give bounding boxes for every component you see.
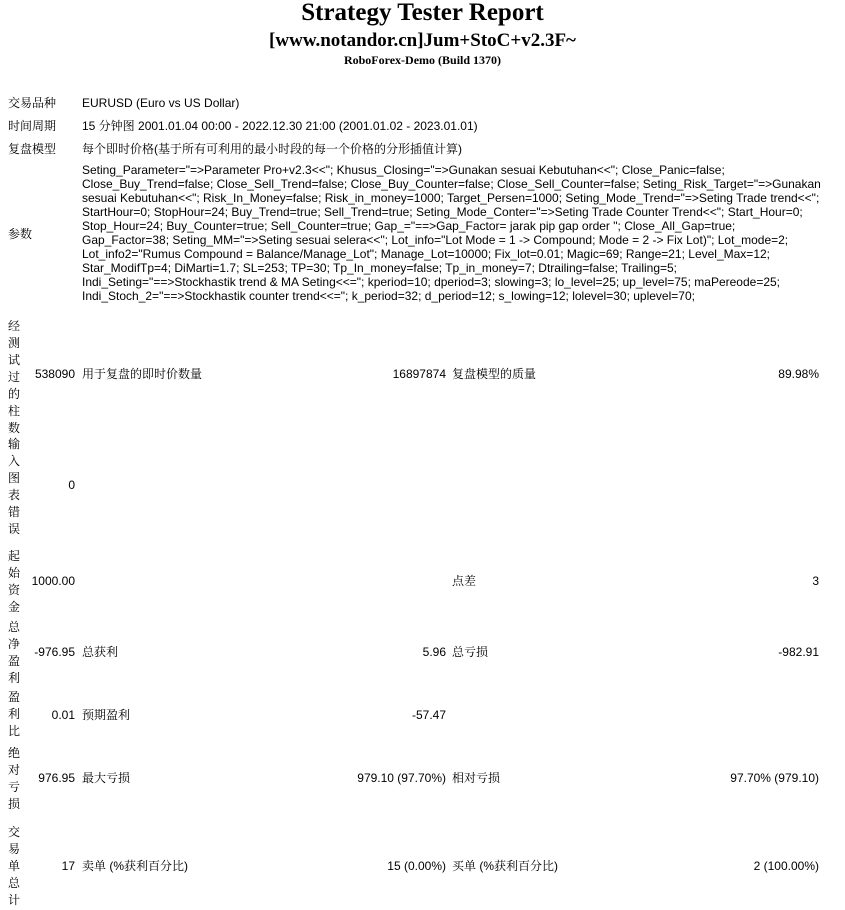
- absolute-drawdown-value: 976.95: [38, 771, 75, 785]
- errors-value: 0: [68, 478, 75, 492]
- short-positions-value: 15 (0.00%): [387, 859, 446, 873]
- period-value: 15 分钟图 2001.01.04 00:00 - 2022.12.30 21:00 (2001.01.02 - 2023.01.01): [82, 119, 478, 133]
- deposit-label: 起始资金: [8, 549, 21, 614]
- expected-payoff-value: -57.47: [411, 708, 446, 722]
- spread-label: 点差: [452, 574, 477, 588]
- quality-value: 89.98%: [778, 367, 819, 381]
- expert-name: [www.notandor.cn]Jum+StoC+v2.3F~: [269, 30, 576, 51]
- params-value: Seting_Parameter="=>Parameter Pro+v2.3<<"; Khusus_Closing="=>Gunakan sesuai Kebutuhan<<"; Close_Panic=false; Close_Buy_Trend=false; Close_Sell_Trend=false; Close_Buy_Counter=false; Close_Sell_Counter=false; Seting_Risk_Target="=>Gunakan sesuai Kebutuhan<<"; Risk_In_Money=false; Risk_in_money=1000; Target_Persen=1000; Seting_Mode_Trend="=>Seting Trade trend<<"; StartHour=0; StopHour=24; Buy_Trend=true; Sell_Trend=true; Seting_Mode_Conter="=>Seting Trade Counter Trend<<"; Start_Hour=0; Stop_Hour=24; Buy_Counter=true; Sell_Counter=true; Gap_="==>Gap_Factor= jarak pip gap order "; Close_All_Gap=true; Gap_Factor=38; Seting_MM="=>Seting sesuai selera<<"; Lot_info="Lot Mode = 1 -> Compound; Mode = 2 -> Fix Lot)"; Lot_mode=2; Lot_info2="Rumus Compound = Balance/Manage_Lot"; Manage_Lot=10000; Fix_lot=0.01; Magic=69; Range=21; Level_Max=12; Star_ModifTp=4; DiMarti=1.7; SL=253; TP=30; Tp_In_money=false; Tp_in_money=7; Dtrailing=false; Trailing=5; Indi_Seting="==>Stockhastik trend & MA Seting<<="; kperiod=10; dperiod=3; slowing=3; lo_level=25; up_level=75; maPereode=25; Indi_Stoch_2="==>Stockhastik counter trend<<="; k_period=32; d_period=12; s_lowing=12; lolevel=30; uplevel=70;: [82, 163, 821, 303]
- net-profit-value: -976.95: [34, 645, 75, 659]
- maximal-drawdown-label: 最大亏损: [82, 771, 131, 785]
- model-label: 复盘模型: [8, 142, 57, 156]
- gross-profit-label: 总获利: [82, 645, 119, 659]
- relative-drawdown-value: 97.70% (979.10): [730, 771, 819, 785]
- long-positions-label: 买单 (%获利百分比): [452, 859, 558, 873]
- relative-drawdown-label: 相对亏损: [452, 771, 501, 785]
- maximal-drawdown-value: 979.10 (97.70%): [357, 771, 446, 785]
- symbol-label: 交易品种: [8, 96, 57, 110]
- errors-label: 输入图表错误: [8, 437, 21, 536]
- ticks-label: 用于复盘的即时价数量: [82, 367, 203, 381]
- params-label: 参数: [8, 227, 33, 241]
- expected-payoff-label: 预期盈利: [82, 708, 131, 722]
- profit-factor-label: 盈利比: [8, 690, 21, 738]
- report-title: Strategy Tester Report: [301, 0, 544, 26]
- bars-label: 经测试过的柱数: [8, 319, 21, 435]
- total-trades-label: 交易单总计: [8, 825, 21, 907]
- deposit-value: 1000.00: [31, 574, 75, 588]
- short-positions-label: 卖单 (%获利百分比): [82, 859, 188, 873]
- spread-value: 3: [812, 574, 819, 588]
- gross-loss-label: 总亏损: [452, 645, 489, 659]
- symbol-value: EURUSD (Euro vs US Dollar): [82, 96, 240, 110]
- quality-label: 复盘模型的质量: [452, 367, 537, 381]
- long-positions-value: 2 (100.00%): [753, 859, 819, 873]
- total-trades-value: 17: [61, 859, 75, 873]
- net-profit-label: 总净盈利: [8, 620, 21, 685]
- gross-profit-value: 5.96: [422, 645, 446, 659]
- gross-loss-value: -982.91: [778, 645, 819, 659]
- model-value: 每个即时价格(基于所有可利用的最小时段的每一个价格的分形插值计算): [82, 142, 462, 156]
- bars-value: 538090: [34, 367, 75, 381]
- profit-factor-value: 0.01: [51, 708, 75, 722]
- absolute-drawdown-label: 绝对亏损: [8, 746, 21, 811]
- period-label: 时间周期: [8, 119, 57, 133]
- ticks-value: 16897874: [392, 367, 446, 381]
- server-build: RoboForex-Demo (Build 1370): [343, 53, 502, 67]
